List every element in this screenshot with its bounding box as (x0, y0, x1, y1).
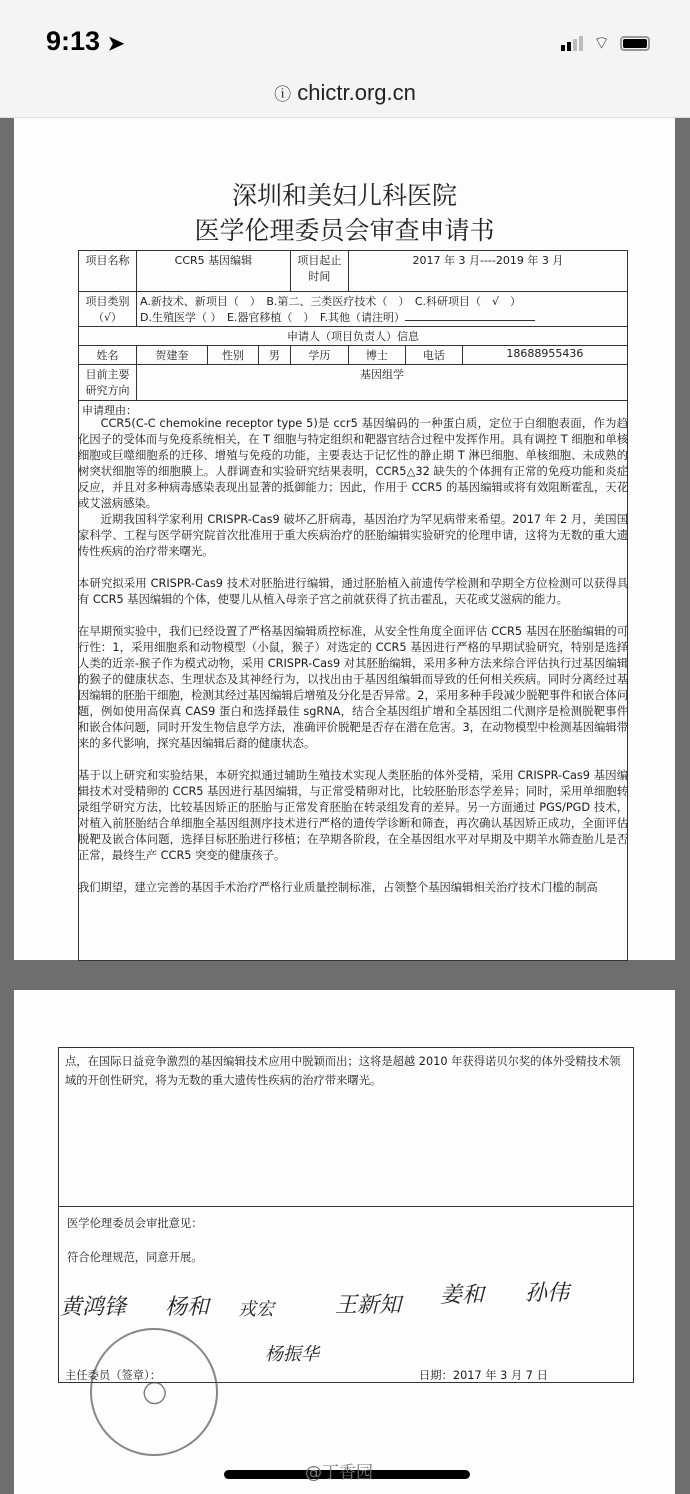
url-text: chictr.org.cn (297, 80, 416, 105)
hospital-seal: ◯ (67, 1305, 242, 1480)
battery-icon (620, 36, 650, 51)
label: 学历 (290, 346, 348, 365)
clock (46, 26, 124, 57)
location-arrow-icon: ➤ (107, 33, 125, 55)
project-period: 2017 年 3 月----2019 年 3 月 (348, 251, 627, 292)
label: 项目类别（√） (79, 292, 137, 327)
signature: 杨振华 (265, 1344, 319, 1365)
reason-continued-box (58, 1047, 634, 1207)
applicant-gender: 男 (258, 346, 290, 365)
paragraph: 基于以上研究和实验结果，本研究拟通过辅助生殖技术实现人类胚胎的体外受精，采用 CRISPR-Cas9 基因编辑技术对受精卵的 CCR5 基因进行基因编辑，与正常受精卵对比，比较胚胎形态学差异；同时，采用单细胞转录组学研究方法，比较基因矫正的胚胎与正常发育胚胎在转录组发育的差异。另一方面通过 PGS/PGD 技术，对植入前胚胎结合单细胞全基因组测序技术进行严格的遗传学诊断和筛查，再次确认基因矫正成功，全面评估脱靶及嵌合体问题，选择目标胚胎进行移植；在孕期各阶段，在全基因组水平对早期及中期羊水筛查胎儿是否正常，最终生产 CCR5 突变的健康孩子。 (78, 769, 628, 862)
section-header: 申请人（项目负责人）信息 (79, 327, 628, 346)
chair-label: 主任委员（签章）： (65, 1369, 162, 1382)
reason-body (78, 416, 628, 896)
info-icon: ⓘ (274, 85, 292, 104)
signature: 姜和 (440, 1283, 485, 1308)
label: 电话 (405, 346, 462, 365)
signature: 戎宏 (238, 1299, 274, 1320)
research-direction: 基因组学 (137, 365, 628, 401)
paragraph: 我们期望，建立完善的基因手术治疗严格行业质量控制标准，占领整个基因编辑相关治疗技术门槛的制高 (78, 881, 598, 894)
paragraph: 点，在国际日益竞争激烈的基因编辑技术应用中脱颖而出；这将是超越 2010 年获得诺贝尔奖的体外受精技术领域的开创性研究，将为无数的重大遗传性疾病的治疗带来曙光。 (65, 1055, 621, 1087)
paragraph: 在早期预实验中，我们已经设置了严格基因编辑质控标准，从安全性角度全面评估 CCR5 基因在胚胎编辑的可行性：1，采用细胞系和动物模型（小鼠，猴子）对选定的 CCR5 基因进行严格的早期试验研究，特别是选择人类的近亲-猴子作为模式动物，采用 CRISPR-Cas9 对其胚胎编辑，采用多种方法来综合评估执行过基因编辑的猴子的健康状态、生理状态及其神经行为，以找出由于基因组编辑而导致的任何相关疾病。同时分离经过基因编辑的胚胎干细胞，检测其经过基因编辑后增殖及分化是否异常。2，采用多种手段减少脱靶事件和嵌合体问题，例如使用高保真 CAS9 蛋白和选择最佳 sgRNA，结合全基因组扩增和全基因组二代测序是检测脱靶事件和嵌合体问题，同时开发生物信息学方法，准确评价脱靶是否存在潜在危害。3，在动物模型中检测基因编辑带来的多代影响，探究基因编辑后裔的健康状态。 (78, 625, 628, 750)
signature: 王新知 (335, 1293, 402, 1318)
category-options: A.新技术、新项目（ ） B.第二、三类医疗技术（ ） C.科研项目（ √ ） (140, 295, 522, 308)
applicant-phone: 18688955436 (462, 346, 627, 365)
weibo-watermark: @丁香园 (305, 1463, 373, 1483)
label: 姓名 (79, 346, 137, 365)
wifi-icon: ⌔ (593, 33, 610, 54)
label: 目前主要研究方向 (79, 365, 137, 401)
paragraph: 近期我国科学家利用 CRISPR-Cas9 破坏乙肝病毒，基因治疗为罕见病带来希望。2017 年 2 月，美国国家科学、工程与医学研究院首次批准用于重大疾病治疗的胚胎编辑实验研究的伦理申请，这将为无数的重大遗传性疾病的治疗带来曙光。 (78, 513, 628, 558)
applicant-name: 贺建奎 (137, 346, 208, 365)
address-bar[interactable] (0, 80, 690, 106)
browser-status-bar (0, 0, 690, 118)
approval-label: 医学伦理委员会审批意见： (67, 1217, 203, 1230)
approval-date: 2017 年 3 月 7 日 (452, 1369, 548, 1382)
label: 项目起止时间 (290, 251, 348, 292)
signal-icon (561, 36, 583, 51)
time-text: 9:13 (46, 26, 101, 56)
signature: 孙伟 (525, 1281, 570, 1306)
applicant-education: 博士 (348, 346, 405, 365)
signature: 黄鸿锋 (60, 1295, 127, 1320)
signature: 杨和 (165, 1295, 210, 1320)
reason-label: 申请理由： (79, 401, 628, 961)
project-name: CCR5 基因编辑 (137, 251, 291, 292)
label: 项目名称 (79, 251, 137, 292)
document-page-1 (14, 118, 675, 960)
paragraph: CCR5(C-C chemokine receptor type 5)是 ccr5 基因编码的一种蛋白质，定位于白细胞表面，作为趋化因子的受体而与免疫系统相关，在 T 细胞与特定组织和靶器官结合过程中发挥作用。具有调控 T 细胞和单核细胞或巨噬细胞系的迁移、增殖与免疫的功能，主要表达于记忆性的静止期 T 淋巴细胞、单核细胞、未成熟的树突状细胞等的细胞膜上。人群调查和实验研究结果表明，CCR5△32 缺失的个体拥有正常的免疫功能和炎症反应，并且对多种病毒感染表现出显著的抵御能力；因此，作用于 CCR5 的基因编辑或将有效阻断霍乱，天花或艾滋病感染。 (78, 417, 628, 510)
approval-text: 符合伦理规范，同意开展。 (67, 1251, 203, 1264)
date-label: 日期： (419, 1369, 453, 1382)
form-title: 医学伦理委员会审查申请书 (194, 216, 495, 245)
label: 性别 (207, 346, 258, 365)
hospital-title: 深圳和美妇儿科医院 (231, 181, 457, 210)
paragraph: 本研究拟采用 CRISPR-Cas9 技术对胚胎进行编辑，通过胚胎植入前遗传学检测和孕期全方位检测可以获得具有 CCR5 基因编辑的个体，使婴儿从植入母亲子宫之前就获得了抗击霍乱，天花或艾滋病的能力。 (78, 577, 628, 606)
category-options: D.生殖医学（ ） E.器官移植（ ） F.其他（请注明） (140, 311, 405, 324)
